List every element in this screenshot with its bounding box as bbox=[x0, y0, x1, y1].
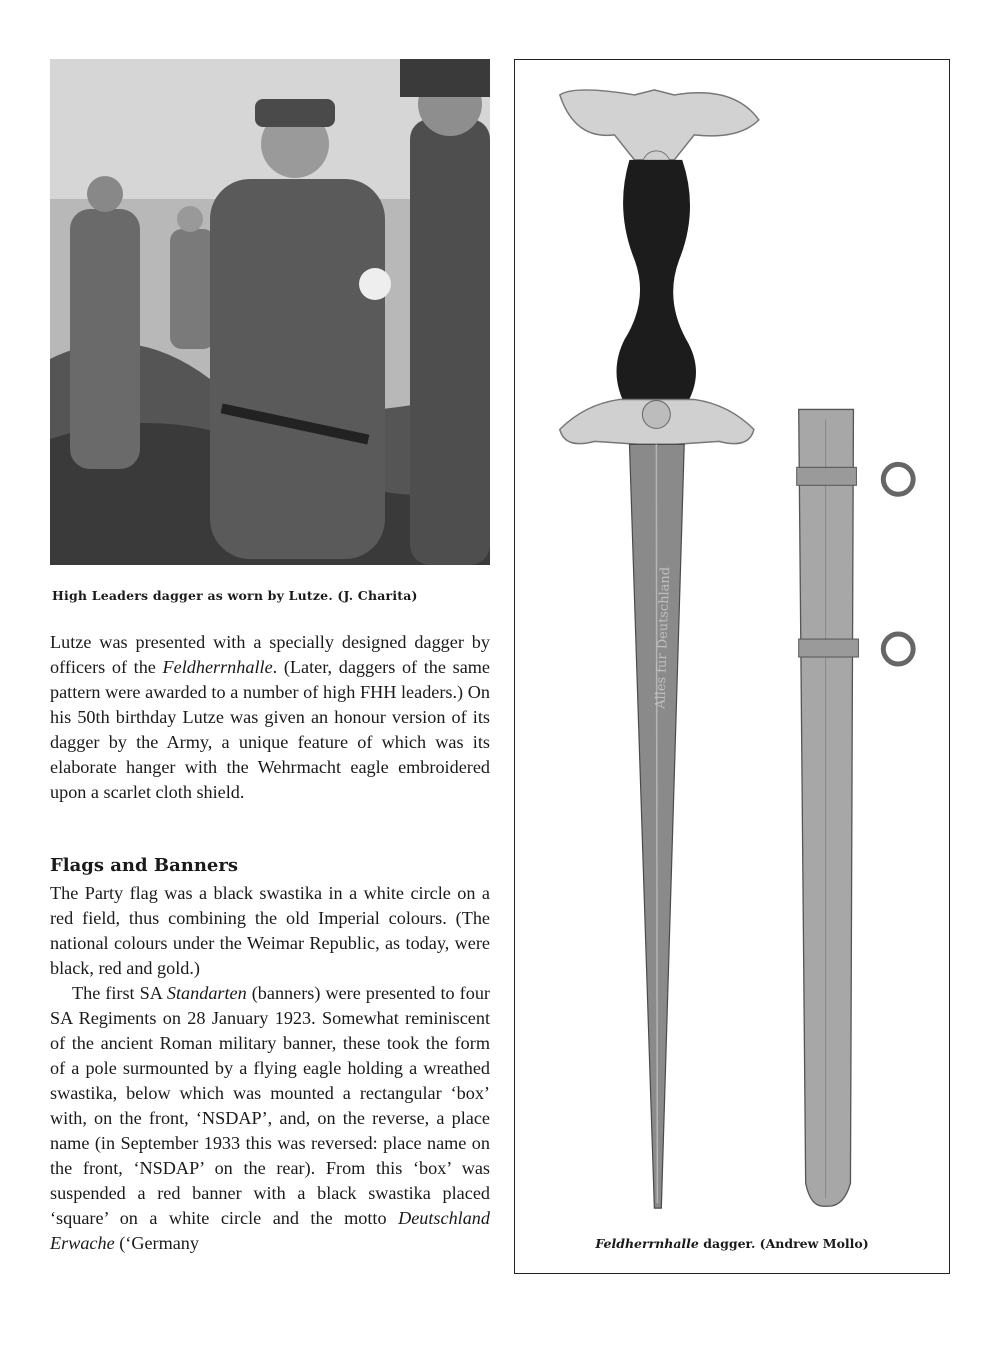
right-caption-emphasis: Feldherrnhalle bbox=[595, 1236, 699, 1251]
photo-frame-dagger bbox=[514, 59, 950, 1274]
section-paragraph-2 bbox=[50, 981, 490, 1256]
p2-emphasis-standarten: Standarten bbox=[166, 983, 247, 1003]
intro-paragraph bbox=[50, 630, 490, 805]
section-heading: Flags and Banners bbox=[50, 855, 238, 876]
scabbard-band-lower bbox=[799, 639, 859, 657]
scabbard-ring-upper bbox=[883, 464, 913, 494]
blade-inscription: Alles für Deutschland bbox=[653, 566, 674, 710]
right-photo-caption bbox=[514, 1236, 950, 1251]
intro-text-start: Lutze was presented with a specially designed dagger by officers of the bbox=[50, 632, 490, 677]
intro-text-end: . (Later, daggers of the same pattern were awarded to a number of high FHH leaders.) On his 50th birthday Lutze was given an honour version of its dagger by the Army, a unique feature of which was its elaborate hanger with the Wehrmacht eagle embroidered upon a scarlet cloth shield. bbox=[50, 657, 490, 802]
intro-emphasis: Feldherrnhalle bbox=[162, 657, 273, 677]
photo-lutze-group bbox=[50, 59, 490, 565]
p2-text-b: (banners) were presented to four SA Regiments on 28 January 1923. Somewhat reminiscent of the ancient Roman military banner, these took the form of a pole surmounted by a flying eagle holding a wreathed swastika, below which was mounted a rectangular ‘box’ with, on the front, ‘NSDAP’, and, on the reverse, a place name (in September 1933 this was reversed: place name on the front, ‘NSDAP’ on the rear). From this ‘box’ was suspended a red banner with a black swastika placed ‘square’ on a white circle and the motto bbox=[50, 983, 490, 1228]
p2-emphasis-motto: Deutschland Erwache bbox=[50, 1208, 490, 1253]
section-body bbox=[50, 881, 490, 1256]
p2-text-c: (‘Germany bbox=[114, 1233, 199, 1253]
scabbard-ring-lower bbox=[883, 634, 913, 664]
right-caption-text: dagger. (Andrew Mollo) bbox=[698, 1236, 869, 1251]
section-paragraph-1: The Party flag was a black swastika in a white circle on a red field, thus combining the old Imperial colours. (The national colours under the Weimar Republic, as today, were black, red and gold.) bbox=[50, 883, 490, 978]
left-photo-caption: High Leaders dagger as worn by Lutze. (J. Charita) bbox=[52, 588, 418, 603]
dagger-grip bbox=[616, 160, 695, 400]
scabbard-band-upper bbox=[797, 467, 857, 485]
crossguard-emblem bbox=[642, 400, 670, 428]
dagger-illustration bbox=[515, 60, 949, 1273]
p2-text-a: The first SA bbox=[72, 983, 167, 1003]
dagger-pommel bbox=[560, 90, 759, 160]
